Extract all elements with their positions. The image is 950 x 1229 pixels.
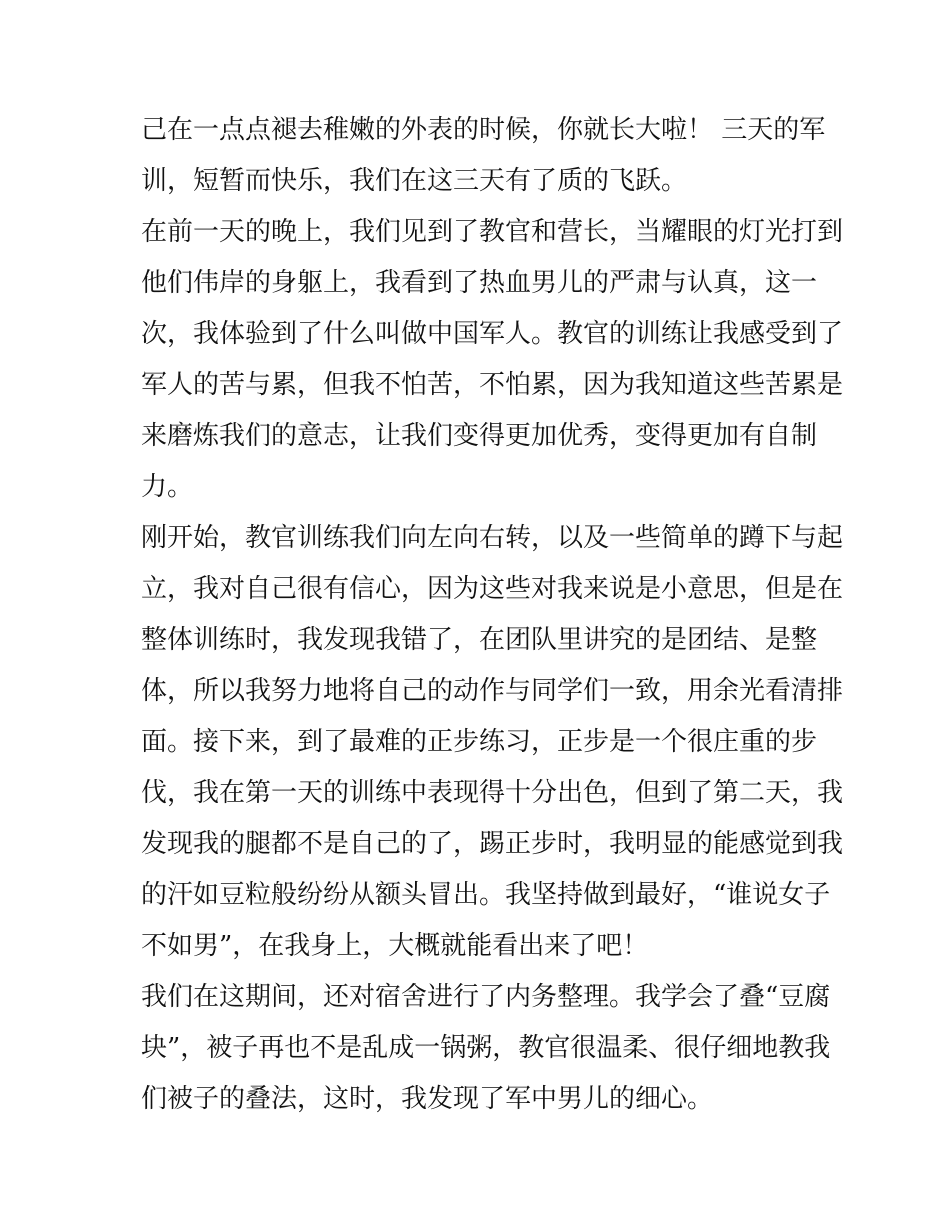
paragraph-2 (141, 207, 844, 513)
text-line: 在前一天的晚上，我们见到了教官和营长，当耀眼的灯光打到 (141, 217, 844, 247)
text-line: 不如男”，在我身上，大概就能看出来了吧！ (141, 931, 649, 961)
text-line: 们被子的叠法，这时，我发现了军中男儿的细心。 (141, 1084, 714, 1114)
text-line: 我们在这期间，还对宿舍进行了内务整理。我学会了叠“豆腐 (141, 982, 831, 1012)
paragraph-1 (141, 105, 826, 207)
text-line: 次，我体验到了什么叫做中国军人。教官的训练让我感受到了 (141, 319, 844, 349)
text-line: 伐，我在第一天的训练中表现得十分出色，但到了第二天，我 (141, 778, 844, 808)
paragraph-3 (141, 513, 844, 972)
text-line: 块”，被子再也不是乱成一锅粥，教官很温柔、很仔细地教我 (141, 1033, 831, 1063)
text-line: 来磨炼我们的意志，让我们变得更加优秀，变得更加有自制 (141, 421, 818, 451)
text-line: 体，所以我努力地将自己的动作与同学们一致，用余光看清排 (141, 676, 844, 706)
document-body (141, 105, 844, 1125)
text-line: 发现我的腿都不是自己的了，踢正步时，我明显的能感觉到我 (141, 829, 844, 859)
paragraph-4 (141, 972, 831, 1125)
text-line: 己在一点点褪去稚嫩的外表的时候，你就长大啦！ 三天的军 (141, 115, 826, 145)
text-line: 他们伟岸的身躯上，我看到了热血男儿的严肃与认真，这一 (141, 268, 818, 298)
text-line: 的汗如豆粒般纷纷从额头冒出。我坚持做到最好，“谁说女子 (141, 880, 831, 910)
text-line: 立，我对自己很有信心，因为这些对我来说是小意思，但是在 (141, 574, 844, 604)
text-line: 力。 (141, 472, 194, 502)
text-line: 刚开始，教官训练我们向左向右转，以及一些简单的蹲下与起 (141, 523, 844, 553)
text-line: 训，短暂而快乐，我们在这三天有了质的飞跃。 (141, 166, 688, 196)
text-line: 整体训练时，我发现我错了，在团队里讲究的是团结、是整 (141, 625, 818, 655)
text-line: 军人的苦与累，但我不怕苦，不怕累，因为我知道这些苦累是 (141, 370, 844, 400)
text-line: 面。接下来，到了最难的正步练习，正步是一个很庄重的步 (141, 727, 818, 757)
